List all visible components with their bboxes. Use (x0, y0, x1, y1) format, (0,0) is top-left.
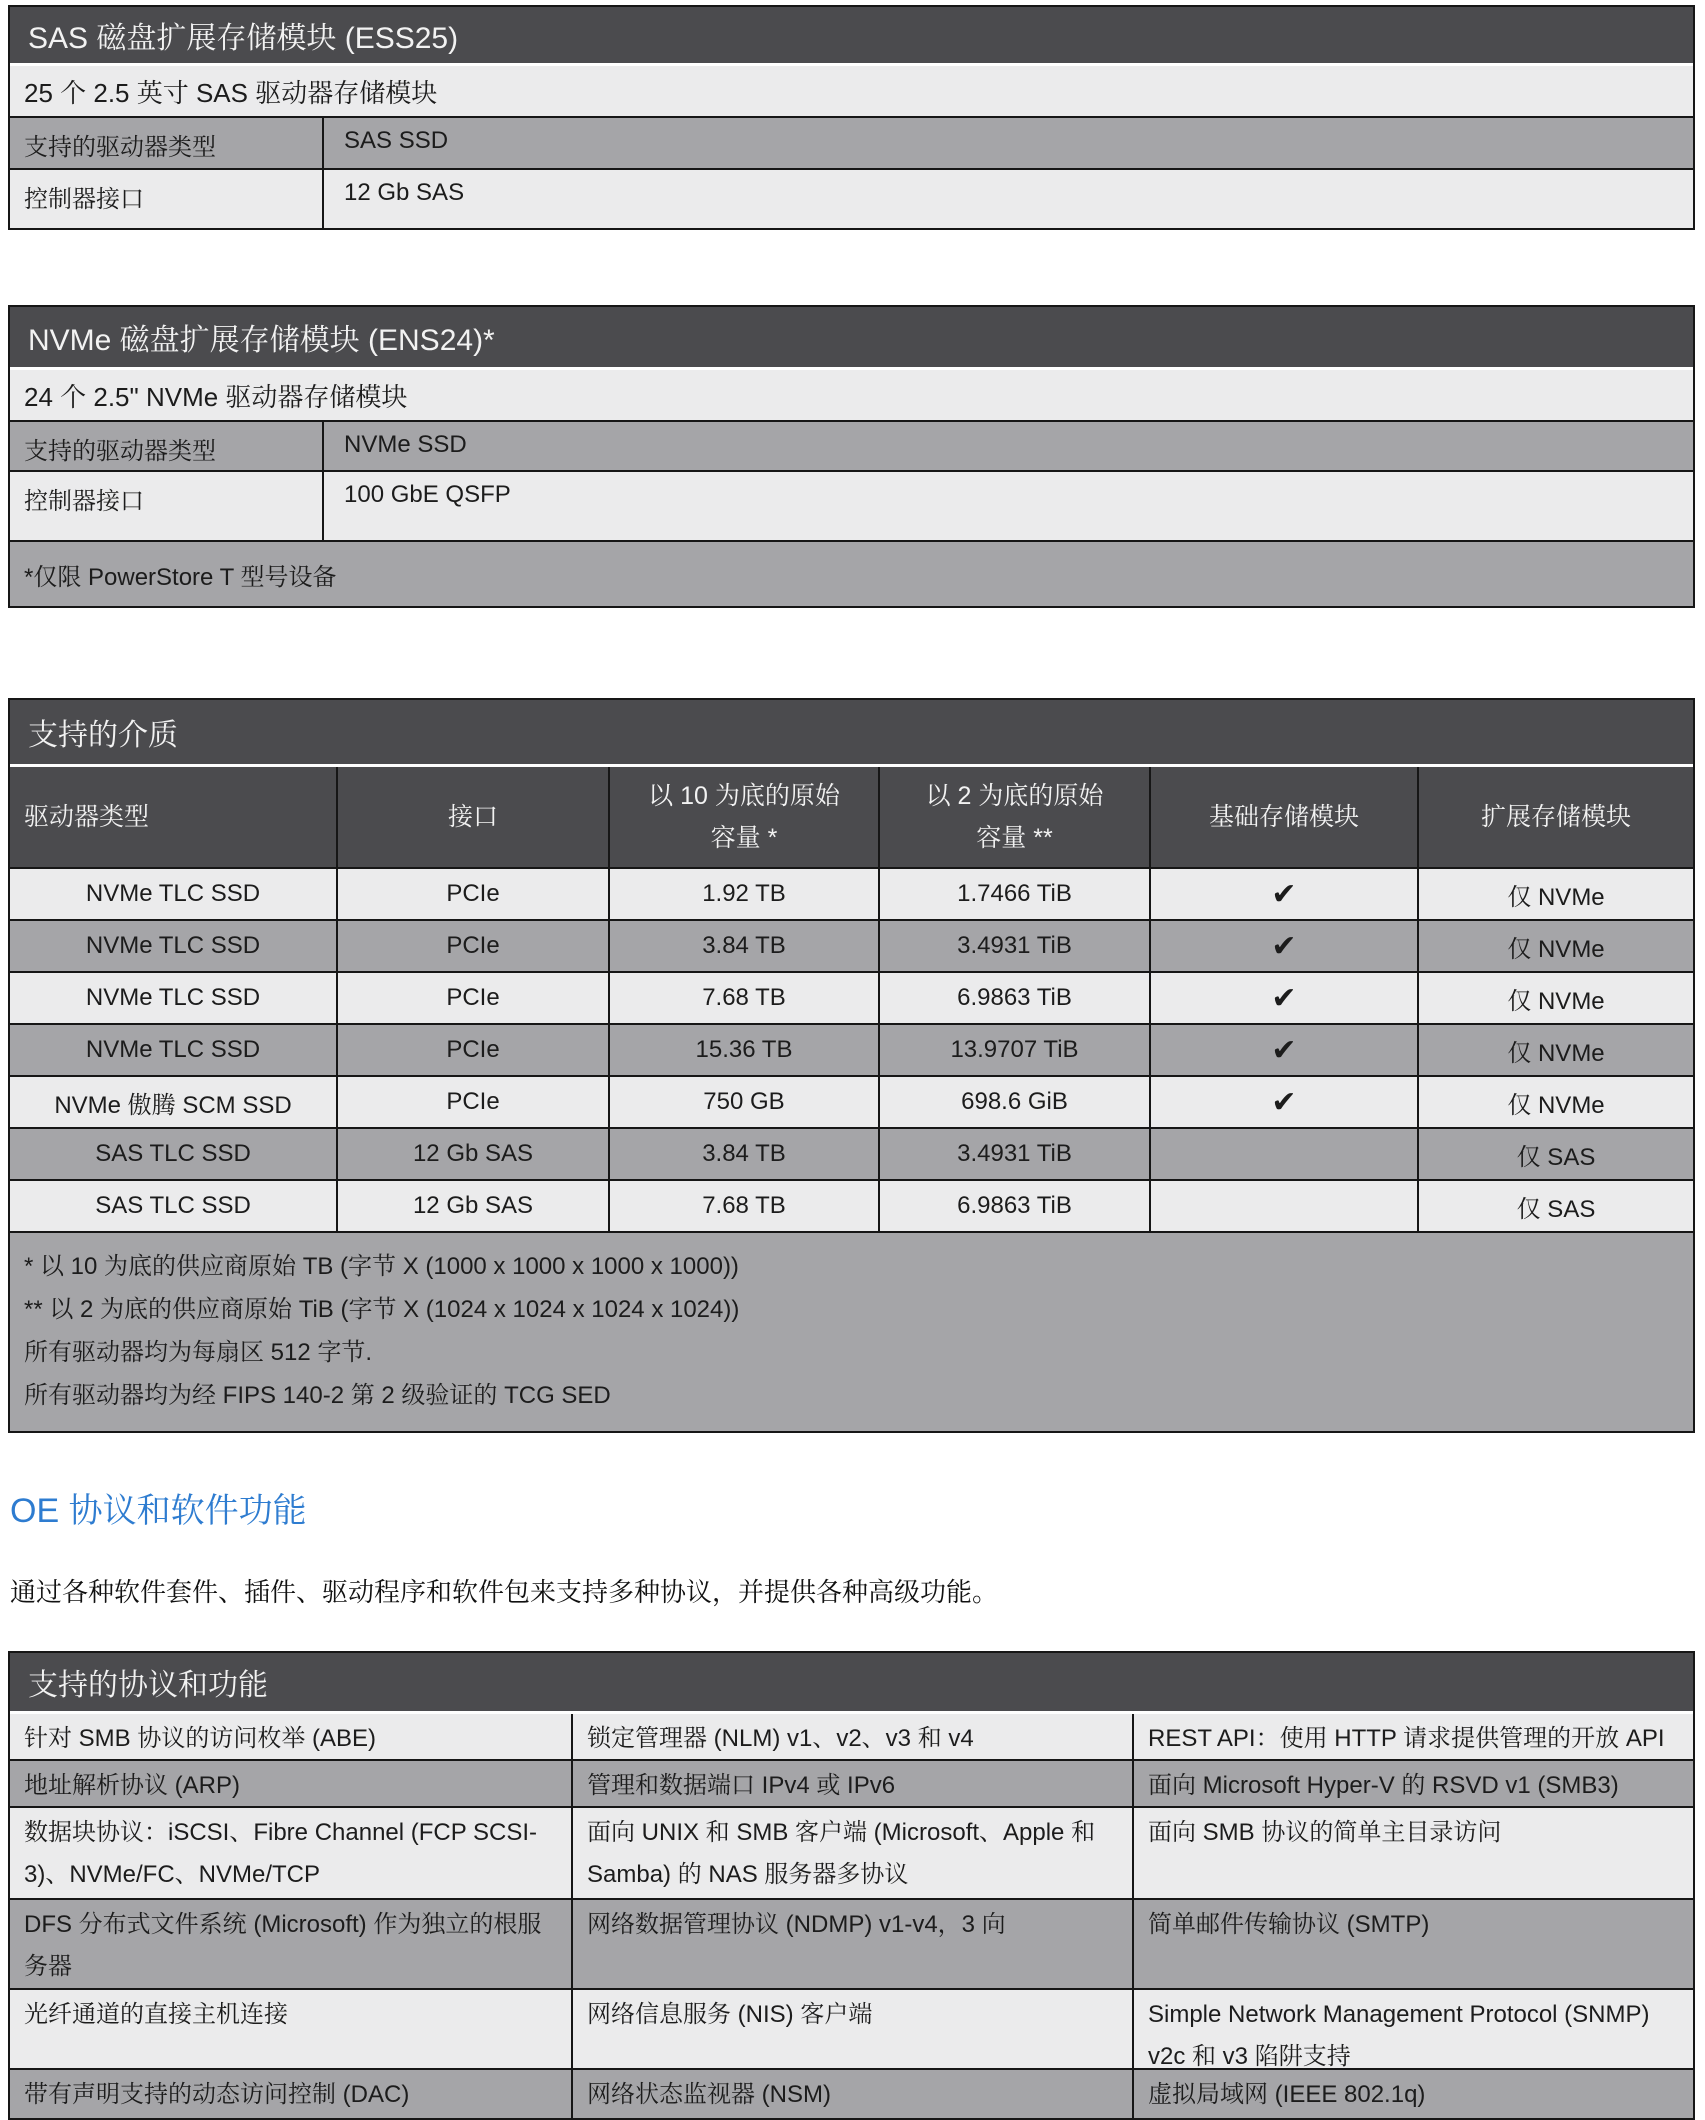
row-value: NVMe SSD (344, 431, 467, 458)
row-label: 支持的驱动器类型 (10, 118, 324, 168)
table-row (10, 2070, 1693, 2118)
table-row (10, 869, 1693, 921)
cell-drive-type: SAS TLC SSD (95, 1140, 251, 1167)
table-protocols-title: 支持的协议和功能 (10, 1653, 1693, 1714)
cell-drive-type: SAS TLC SSD (95, 1192, 251, 1219)
protocol-cell: 面向 SMB 协议的简单主目录访问 (1132, 1808, 1693, 1898)
table-ens24-subtitle: 24 个 2.5" NVMe 驱动器存储模块 (10, 370, 1693, 422)
cell-interface: 12 Gb SAS (336, 1129, 608, 1179)
cell-interface: PCIe (336, 1025, 608, 1075)
cell-expansion: 仅 SAS (1417, 1181, 1693, 1231)
table-media-header-row (10, 767, 1693, 869)
table-row (10, 1025, 1693, 1077)
cell-capacity-base10: 15.36 TB (608, 1025, 878, 1075)
cell-capacity-base10: 3.84 TB (608, 1129, 878, 1179)
cell-interface: 12 Gb SAS (336, 1181, 608, 1231)
cell-capacity-base10: 1.92 TB (608, 869, 878, 919)
cell-capacity-base10: 7.68 TB (608, 1181, 878, 1231)
table-row (10, 1900, 1693, 1990)
protocol-cell: DFS 分布式文件系统 (Microsoft) 作为独立的根服务器 (24, 1911, 542, 1980)
cell-capacity-base2: 3.4931 TiB (878, 1129, 1149, 1179)
table-row (10, 1181, 1693, 1233)
protocol-cell: 锁定管理器 (NLM) v1、v2、v3 和 v4 (571, 1714, 1132, 1759)
table-ens24-title: NVMe 磁盘扩展存储模块 (ENS24)* (10, 307, 1693, 370)
table-ess25-title: SAS 磁盘扩展存储模块 (ESS25) (10, 7, 1693, 66)
table-media-footnotes (10, 1233, 1693, 1431)
protocol-cell: 网络数据管理协议 (NDMP) v1-v4，3 向 (571, 1900, 1132, 1988)
cell-drive-type: NVMe TLC SSD (85, 932, 261, 959)
cell-interface: PCIe (336, 869, 608, 919)
footnote-line: * 以 10 为底的供应商原始 TB (字节 X (1000 x 1000 x 1000 x 1000)) (24, 1253, 739, 1280)
cell-expansion: 仅 NVMe (1417, 1077, 1693, 1127)
table-protocols (8, 1651, 1695, 2120)
protocol-cell: 面向 Microsoft Hyper-V 的 RSVD v1 (SMB3) (1132, 1761, 1693, 1806)
row-value: 12 Gb SAS (344, 179, 465, 206)
cell-expansion: 仅 NVMe (1417, 869, 1693, 919)
protocol-cell: 管理和数据端口 IPv4 或 IPv6 (571, 1761, 1132, 1806)
table-row (10, 1077, 1693, 1129)
table-ens24-footnote: *仅限 PowerStore T 型号设备 (10, 540, 1693, 606)
table-row (10, 470, 1693, 540)
protocol-cell: 针对 SMB 协议的访问枚举 (ABE) (24, 1725, 377, 1752)
cell-expansion: 仅 NVMe (1417, 973, 1693, 1023)
checkmark-icon: ✔ (1149, 921, 1417, 971)
protocol-cell: 面向 UNIX 和 SMB 客户端 (Microsoft、Apple 和 Samba) 的 NAS 服务器多协议 (571, 1808, 1132, 1898)
protocol-cell: 简单邮件传输协议 (SMTP) (1132, 1900, 1693, 1988)
row-label: 控制器接口 (10, 170, 324, 228)
protocol-cell: Simple Network Management Protocol (SNMP) v2c 和 v3 陷阱支持 (1132, 1990, 1693, 2068)
table-row (10, 1714, 1693, 1761)
column-header: 接口 (336, 767, 608, 867)
cell-capacity-base10: 750 GB (608, 1077, 878, 1127)
checkmark-icon: ✔ (1149, 1025, 1417, 1075)
table-row (10, 921, 1693, 973)
protocol-cell: 网络状态监视器 (NSM) (571, 2070, 1132, 2118)
table-row (10, 973, 1693, 1025)
column-header: 以 10 为底的原始 容量 * (608, 767, 878, 867)
table-row (10, 1129, 1693, 1181)
table-media (8, 698, 1695, 1433)
footnote-line: 所有驱动器均为每扇区 512 字节. (24, 1339, 373, 1366)
cell-capacity-base10: 3.84 TB (608, 921, 878, 971)
cell-drive-type: NVMe TLC SSD (85, 880, 261, 907)
row-label: 控制器接口 (10, 472, 324, 540)
protocol-cell: 数据块协议：iSCSI、Fibre Channel (FCP SCSI-3)、NVMe/FC、NVMe/TCP (24, 1819, 537, 1888)
cell-capacity-base2: 1.7466 TiB (878, 869, 1149, 919)
protocol-cell: 地址解析协议 (ARP) (24, 1772, 240, 1799)
protocol-cell: 光纤通道的直接主机连接 (24, 2001, 288, 2028)
protocol-cell: 带有声明支持的动态访问控制 (DAC) (24, 2081, 410, 2108)
cell-drive-type: NVMe 傲腾 SCM SSD (54, 1091, 292, 1119)
protocol-cell: 网络信息服务 (NIS) 客户端 (571, 1990, 1132, 2068)
cell-interface: PCIe (336, 1077, 608, 1127)
table-media-title: 支持的介质 (10, 700, 1693, 767)
cell-capacity-base2: 3.4931 TiB (878, 921, 1149, 971)
cell-capacity-base2: 698.6 GiB (878, 1077, 1149, 1127)
column-header: 基础存储模块 (1149, 767, 1417, 867)
table-row (10, 1990, 1693, 2070)
row-value: SAS SSD (344, 127, 449, 154)
cell-expansion: 仅 NVMe (1417, 1025, 1693, 1075)
protocol-cell: REST API：使用 HTTP 请求提供管理的开放 API (1132, 1714, 1693, 1759)
row-value: 100 GbE QSFP (344, 481, 511, 508)
checkmark-empty (1149, 1181, 1417, 1231)
cell-capacity-base2: 6.9863 TiB (878, 1181, 1149, 1231)
table-row (10, 118, 1693, 168)
table-ess25-subtitle: 25 个 2.5 英寸 SAS 驱动器存储模块 (10, 66, 1693, 118)
footnote-line: ** 以 2 为底的供应商原始 TiB (字节 X (1024 x 1024 x 1024 x 1024)) (24, 1296, 740, 1323)
checkmark-icon: ✔ (1149, 869, 1417, 919)
cell-drive-type: NVMe TLC SSD (85, 984, 261, 1011)
column-header: 以 2 为底的原始 容量 ** (878, 767, 1149, 867)
table-row (10, 1808, 1693, 1900)
cell-interface: PCIe (336, 973, 608, 1023)
table-row (10, 1761, 1693, 1808)
checkmark-icon: ✔ (1149, 973, 1417, 1023)
footnote-line: 所有驱动器均为经 FIPS 140-2 第 2 级验证的 TCG SED (24, 1382, 611, 1409)
section-heading: OE 协议和软件功能 (10, 1492, 307, 1530)
table-row (10, 168, 1693, 228)
table-ess25 (8, 5, 1695, 230)
section-paragraph: 通过各种软件套件、插件、驱动程序和软件包来支持多种协议，并提供各种高级功能。 (10, 1577, 999, 1607)
column-header: 扩展存储模块 (1417, 767, 1693, 867)
cell-expansion: 仅 NVMe (1417, 921, 1693, 971)
cell-interface: PCIe (336, 921, 608, 971)
checkmark-icon: ✔ (1149, 1077, 1417, 1127)
column-header: 驱动器类型 (24, 803, 150, 831)
cell-expansion: 仅 SAS (1417, 1129, 1693, 1179)
table-row (10, 422, 1693, 470)
checkmark-empty (1149, 1129, 1417, 1179)
cell-capacity-base10: 7.68 TB (608, 973, 878, 1023)
row-label: 支持的驱动器类型 (10, 422, 324, 470)
cell-capacity-base2: 6.9863 TiB (878, 973, 1149, 1023)
protocol-cell: 虚拟局域网 (IEEE 802.1q) (1132, 2070, 1693, 2118)
cell-drive-type: NVMe TLC SSD (85, 1036, 261, 1063)
cell-capacity-base2: 13.9707 TiB (878, 1025, 1149, 1075)
table-ens24 (8, 305, 1695, 608)
